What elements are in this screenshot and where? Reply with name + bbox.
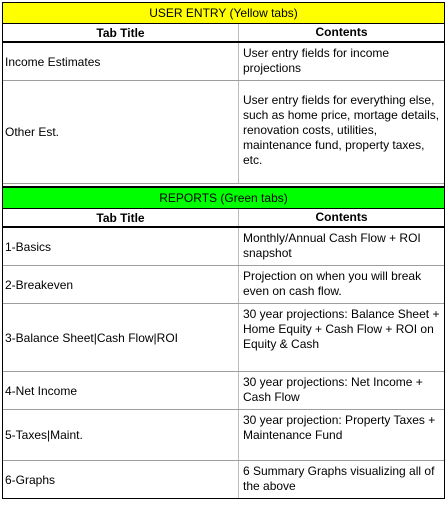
contents-cell[interactable]: User entry fields for income projections bbox=[243, 46, 390, 75]
tab-title-cell[interactable]: Other Est. bbox=[3, 81, 239, 183]
contents-cell[interactable]: 30 year projection: Property Taxes + Maintenance Fund bbox=[243, 413, 436, 442]
contents-cell[interactable]: Monthly/Annual Cash Flow + ROI snapshot bbox=[243, 231, 421, 260]
tab-title-cell[interactable]: 6-Graphs bbox=[3, 461, 239, 498]
spreadsheet-table bbox=[2, 2, 445, 499]
tab-title-header[interactable]: Tab Title bbox=[3, 209, 239, 226]
table-row bbox=[3, 228, 444, 266]
table-row bbox=[3, 372, 444, 410]
tab-title-cell[interactable]: 4-Net Income bbox=[3, 372, 239, 409]
contents-cell[interactable]: Projection on when you will break even on cash flow. bbox=[243, 269, 422, 298]
tab-title-cell[interactable]: 5-Taxes|Maint. bbox=[3, 410, 239, 460]
tab-title-header[interactable]: Tab Title bbox=[3, 24, 239, 41]
reports-header-row bbox=[3, 209, 444, 228]
table-row bbox=[3, 410, 444, 461]
contents-header[interactable]: Contents bbox=[315, 25, 368, 39]
table-row bbox=[3, 461, 444, 499]
table-row bbox=[3, 304, 444, 372]
reports-banner[interactable]: REPORTS (Green tabs) bbox=[3, 187, 444, 209]
contents-cell[interactable]: User entry fields for everything else, such as home price, mortage details, renovation costs, utilities, maintenance fund, property taxes, etc. bbox=[243, 93, 440, 167]
tab-title-cell[interactable]: 2-Breakeven bbox=[3, 266, 239, 303]
tab-title-cell[interactable]: 1-Basics bbox=[3, 228, 239, 265]
user-entry-header-row bbox=[3, 24, 444, 43]
contents-cell[interactable]: 30 year projections: Net Income + Cash Flow bbox=[243, 375, 423, 404]
table-row bbox=[3, 43, 444, 81]
tab-title-cell[interactable]: 3-Balance Sheet|Cash Flow|ROI bbox=[3, 304, 239, 371]
contents-header[interactable]: Contents bbox=[315, 210, 368, 224]
contents-cell[interactable]: 6 Summary Graphs visualizing all of the above bbox=[243, 464, 435, 493]
table-row bbox=[3, 81, 444, 184]
table-row bbox=[3, 266, 444, 304]
user-entry-banner[interactable]: USER ENTRY (Yellow tabs) bbox=[3, 2, 444, 24]
contents-cell[interactable]: 30 year projections: Balance Sheet + Home Equity + Cash Flow + ROI on Equity & Cash bbox=[243, 307, 440, 351]
tab-title-cell[interactable]: Income Estimates bbox=[3, 43, 239, 80]
